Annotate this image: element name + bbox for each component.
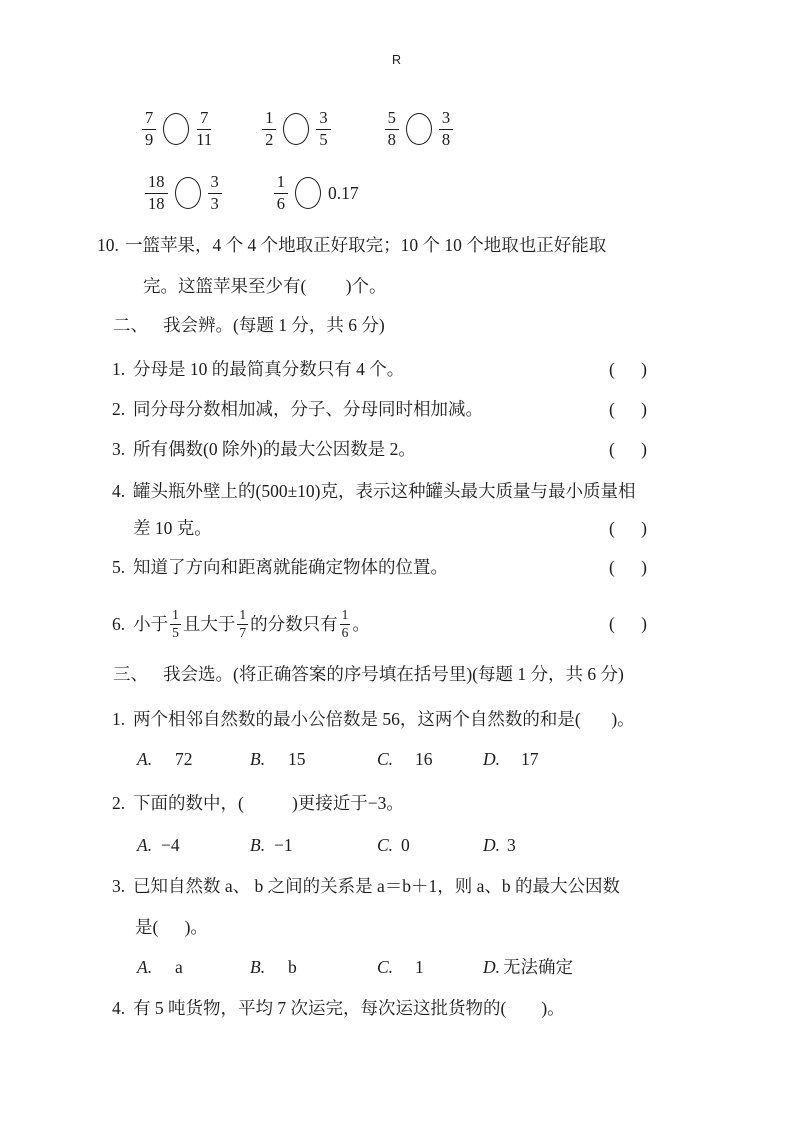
denominator: 11 [196, 129, 213, 149]
section-number: 二、 [113, 315, 148, 335]
fraction-compare-row-2 [145, 167, 359, 219]
option-value: 1 [415, 957, 424, 977]
question-text: 差 10 克。 [133, 518, 212, 538]
compare-item [145, 173, 222, 213]
tf-item-6 [0, 597, 793, 651]
mc-question-3-line-2 [0, 916, 793, 939]
question-10-line-2 [0, 275, 793, 298]
question-text: 的分数只有 [250, 613, 338, 634]
question-text: 且大于 [182, 613, 236, 634]
denominator: 9 [145, 129, 154, 149]
option-c [377, 748, 483, 771]
fraction [237, 608, 248, 641]
option-letter: A. [137, 835, 153, 855]
question-number: 4. [112, 481, 126, 501]
option-d [483, 956, 573, 979]
close-paren: ) [641, 557, 647, 577]
question-text: 所有偶数(0 除外)的最大公因数是 2。 [133, 439, 416, 459]
option-letter: B. [250, 749, 266, 769]
numerator: 5 [385, 109, 399, 129]
option-value: 16 [415, 749, 433, 769]
compare-item [262, 109, 331, 149]
question-text: 知道了方向和距离就能确定物体的位置。 [133, 557, 448, 577]
fraction [385, 109, 399, 149]
compare-item [274, 173, 359, 213]
option-value: 0 [401, 835, 410, 855]
question-10-line-1 [0, 234, 793, 257]
open-paren: ( [609, 557, 615, 577]
open-paren: ( [609, 518, 615, 538]
section-title: 我会辨。(每题 1 分，共 6 分) [163, 315, 385, 335]
fraction [316, 109, 330, 149]
question-text: 分母是 10 的最简真分数只有 4 个。 [133, 359, 405, 379]
question-text: 小于 [133, 613, 169, 634]
denominator: 7 [239, 624, 247, 640]
option-b [250, 956, 377, 979]
section-title: 我会选。(将正确答案的序号填在括号里)(每题 1 分，共 6 分) [163, 664, 624, 684]
option-d [483, 834, 516, 857]
option-value: −4 [161, 835, 180, 855]
numerator: 7 [142, 109, 156, 129]
denominator: 3 [210, 193, 219, 213]
question-number: 2. [112, 793, 126, 813]
tf-item-3 [0, 438, 793, 461]
question-text: 完。这篮苹果至少有( )个。 [143, 276, 387, 296]
fraction [170, 608, 181, 641]
answer-brackets [609, 438, 647, 461]
option-a [137, 748, 250, 771]
option-b [250, 834, 377, 857]
compare-item [142, 109, 212, 149]
compare-circle [283, 113, 309, 145]
compare-circle [163, 113, 189, 145]
compare-circle [295, 177, 321, 209]
question-number: 1. [112, 359, 126, 379]
numerator: 18 [145, 173, 168, 193]
question-text: 是( )。 [135, 917, 208, 937]
option-letter: B. [250, 957, 266, 977]
option-letter: C. [377, 835, 394, 855]
open-paren: ( [609, 613, 615, 634]
question-text: 一篮苹果，4 个 4 个地取正好取完；10 个 10 个地取也正好能取 [125, 235, 607, 255]
compare-circle [175, 177, 201, 209]
question-text: 已知自然数 a、 b 之间的关系是 a＝b＋1，则 a、b 的最大公因数 [133, 876, 621, 896]
denominator: 5 [172, 624, 179, 640]
question-number: 3. [112, 876, 126, 896]
question-text: 。 [352, 613, 370, 634]
option-value: 17 [521, 749, 539, 769]
numerator: 1 [340, 608, 351, 625]
close-paren: ) [641, 613, 647, 634]
option-letter: A. [137, 749, 153, 769]
fraction [274, 173, 288, 213]
question-number: 6. [112, 613, 126, 634]
option-d [483, 748, 539, 771]
mc-question-1-options [137, 748, 539, 771]
question-number: 5. [112, 557, 126, 577]
question-number: 10. [97, 235, 119, 255]
mc-question-3-line-1 [0, 875, 793, 898]
fraction [439, 109, 453, 149]
question-number: 1. [112, 709, 126, 729]
question-text: 同分母分数相加减，分子、分母同时相加减。 [133, 399, 483, 419]
tf-item-4-line-2 [0, 517, 793, 540]
decimal-value: 0.17 [328, 182, 359, 203]
numerator: 1 [170, 608, 181, 625]
option-value: 72 [175, 749, 193, 769]
option-letter: D. [483, 957, 501, 977]
mc-question-3-options [137, 956, 573, 979]
question-text: 下面的数中，( )更接近于−3。 [133, 793, 404, 813]
fraction [340, 608, 351, 641]
option-letter: A. [137, 957, 153, 977]
tf-item-1 [0, 358, 793, 381]
denominator: 2 [265, 129, 274, 149]
mc-question-4 [0, 997, 793, 1020]
open-paren: ( [609, 359, 615, 379]
close-paren: ) [641, 518, 647, 538]
option-c [377, 956, 483, 979]
option-c [377, 834, 483, 857]
option-b [250, 748, 377, 771]
compare-circle [406, 113, 432, 145]
fraction [208, 173, 222, 213]
option-letter: D. [483, 749, 501, 769]
numerator: 1 [262, 109, 276, 129]
fraction [145, 173, 168, 213]
option-value: a [175, 957, 183, 977]
tf-item-5 [0, 556, 793, 579]
compare-item [385, 109, 454, 149]
option-value: b [288, 957, 297, 977]
answer-brackets [609, 517, 647, 540]
numerator: 1 [274, 173, 288, 193]
mc-question-2-options [137, 834, 516, 857]
section-3-heading [0, 663, 793, 686]
fraction [142, 109, 156, 149]
open-paren: ( [609, 439, 615, 459]
tf-item-4-line-1 [0, 480, 793, 503]
option-letter: C. [377, 957, 394, 977]
mc-question-1 [0, 708, 793, 731]
question-number: 4. [112, 998, 126, 1018]
numerator: 3 [439, 109, 453, 129]
close-paren: ) [641, 359, 647, 379]
open-paren: ( [609, 399, 615, 419]
corner-mark: R [391, 53, 402, 67]
denominator: 18 [148, 193, 165, 213]
option-value: 3 [507, 835, 516, 855]
tf-item-2 [0, 398, 793, 421]
option-a [137, 834, 250, 857]
denominator: 8 [441, 129, 451, 149]
fraction-compare-row-1 [142, 103, 453, 155]
option-value: 无法确定 [503, 957, 573, 977]
option-letter: B. [250, 835, 266, 855]
section-number: 三、 [113, 664, 148, 684]
numerator: 3 [316, 109, 330, 129]
question-number: 3. [112, 439, 126, 459]
answer-brackets [609, 613, 647, 636]
fraction [196, 109, 212, 149]
option-value: 15 [288, 749, 306, 769]
answer-brackets [609, 398, 647, 421]
option-letter: C. [377, 749, 394, 769]
denominator: 6 [341, 624, 349, 640]
section-2-heading [0, 314, 793, 337]
numerator: 3 [208, 173, 222, 193]
mc-question-2 [0, 792, 793, 815]
denominator: 6 [276, 193, 285, 213]
denominator: 5 [319, 129, 328, 149]
question-text: 两个相邻自然数的最小公倍数是 56，这两个自然数的和是( )。 [133, 709, 635, 729]
option-a [137, 956, 250, 979]
denominator: 8 [387, 129, 396, 149]
numerator: 7 [197, 109, 211, 129]
answer-brackets [609, 556, 647, 579]
numerator: 1 [237, 608, 248, 625]
question-text: 罐头瓶外壁上的(500±10)克，表示这种罐头最大质量与最小质量相 [133, 481, 636, 501]
answer-brackets [609, 358, 647, 381]
fraction [262, 109, 276, 149]
close-paren: ) [641, 399, 647, 419]
option-value: −1 [274, 835, 293, 855]
question-number: 2. [112, 399, 126, 419]
option-letter: D. [483, 835, 501, 855]
question-text: 有 5 吨货物，平均 7 次运完，每次运这批货物的( )。 [133, 998, 565, 1018]
close-paren: ) [641, 439, 647, 459]
